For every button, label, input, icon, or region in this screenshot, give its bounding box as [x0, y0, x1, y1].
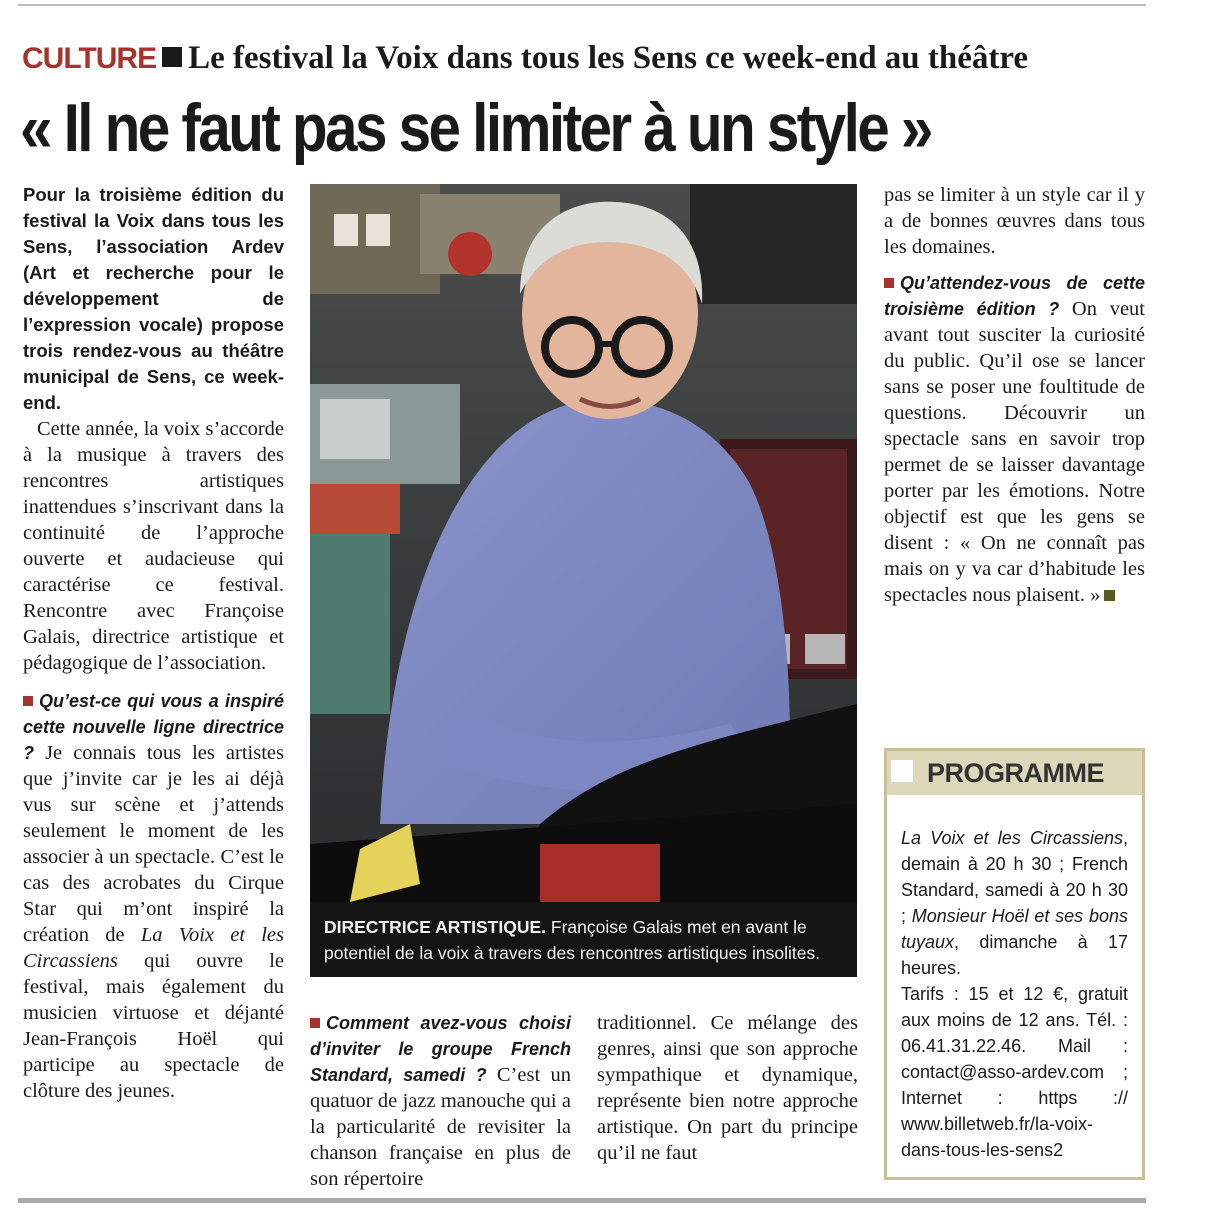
question-2: Comment avez-vous choisi d’inviter le groupe French Standard, samedi ?: [310, 1013, 571, 1085]
answer-1-title: La Voix et les Circassiens: [23, 924, 285, 972]
end-mark-icon: [1104, 590, 1115, 601]
answer-2-part1: C’est un quatuor de jazz manouche qui a la particularité de revisiter la chanson française en plus de son répertoire: [310, 1064, 572, 1190]
bottom-rule: [18, 1198, 1146, 1203]
caption-label: DIRECTRICE ARTISTIQUE.: [324, 917, 546, 937]
qa-3: [884, 270, 1145, 608]
headline: « Il ne faut pas se limiter à un style »: [20, 90, 931, 166]
answer-1-end: qui ouvre le festival, mais également du musicien virtuose et déjanté Jean-François Hoël qui participe au spectacle de clôture des jeunes.: [23, 950, 284, 1102]
answer-3: On veut avant tout susciter la curiosité du public. Qu’il ose se lancer sans se poser une foultitude de questions. Découvrir un spectacle sans en savoir trop permet de se laisser davantage porter par les émotions. Notre objectif est que les gens se disent : « On ne connaît pas mais on y va car d’habitude les spectacles nous plaisent. »: [884, 298, 1145, 606]
programme-square-icon: [891, 760, 913, 782]
answer-2-part3: pas se limiter à un style car il y a de bonnes œuvres dans tous les domaines.: [884, 184, 1145, 258]
answer-1-start: Je connais tous les artistes que j’invite car je les ai déjà vus sur scène et j’attends seulement le moment de les associer à un spectacle. C’est le cas des acrobates du Cirque Star qui m’ont inspiré la création de: [23, 742, 284, 946]
question-bullet-icon: [310, 1018, 320, 1028]
programme-show-3: Monsieur Hoël et ses bons tuyaux: [901, 906, 1128, 952]
qa-1: [23, 688, 284, 1104]
column-3: [884, 182, 1145, 608]
kicker-square-icon: [162, 47, 182, 67]
programme-header: [887, 751, 1142, 795]
photo-francoise-galais: [310, 184, 857, 902]
caption-text: Françoise Galais met en avant le potentiel de la voix à travers des rencontres artistiques insolites.: [324, 917, 821, 963]
section-tag: CULTURE: [22, 42, 157, 75]
programme-box: [884, 748, 1145, 1180]
top-rule: [18, 4, 1146, 6]
question-bullet-icon: [23, 696, 33, 706]
answer-2-part2: traditionnel. Ce mélange des genres, ainsi que son approche sympathique et dynamique, représente bien notre approche artistique. On part du principe qu’il ne faut: [597, 1012, 858, 1164]
qa-2: [310, 1010, 571, 1192]
programme-show-3-when: , dimanche à 17 heures.: [901, 932, 1128, 978]
question-3: Qu’attendez-vous de cette troisième édition ?: [884, 273, 1145, 319]
programme-show-1-when: , demain à 20 h 30 ; French Standard, samedi à 20 h 30 ;: [901, 828, 1128, 926]
intro-paragraph: Pour la troisième édition du festival la Voix dans tous les Sens, l’association Ardev (Art et recherche pour le développement de l’expression vocale) propose trois rendez-vous au théâtre municipal de Sens, ce week-end.: [23, 184, 284, 413]
photo-caption: [310, 902, 857, 977]
programme-title: PROGRAMME: [927, 758, 1104, 788]
programme-tarifs: Tarifs : 15 et 12 €, gratuit aux moins de 12 ans. Tél. : 06.41.31.22.46. Mail : contact@asso-ardev.com ; Internet : https :// www.billetweb.fr/la-voix-dans-tous-les-sens2: [901, 984, 1128, 1160]
column-2-left: [310, 1010, 571, 1192]
programme-body: [887, 795, 1142, 1163]
column-1: [23, 182, 284, 1104]
programme-show-1: La Voix et les Circassiens: [901, 828, 1123, 848]
portrait-image: [310, 184, 857, 902]
question-1: Qu’est-ce qui vous a inspiré cette nouvelle ligne directrice ?: [23, 691, 284, 763]
kicker-text: Le festival la Voix dans tous les Sens ce week-end au théâtre: [188, 40, 1029, 76]
kicker: [22, 38, 1152, 79]
question-bullet-icon: [884, 278, 894, 288]
column-2-right: [597, 1010, 858, 1166]
body-paragraph-1: Cette année, la voix s’accorde à la musique à travers des rencontres artistiques inattendues s’inscrivant dans la continuité de l’approche ouverte et audacieuse qui caractérise ce festival. Rencontre avec Françoise Galais, directrice artistique et pédagogique de l’association.: [23, 418, 284, 674]
